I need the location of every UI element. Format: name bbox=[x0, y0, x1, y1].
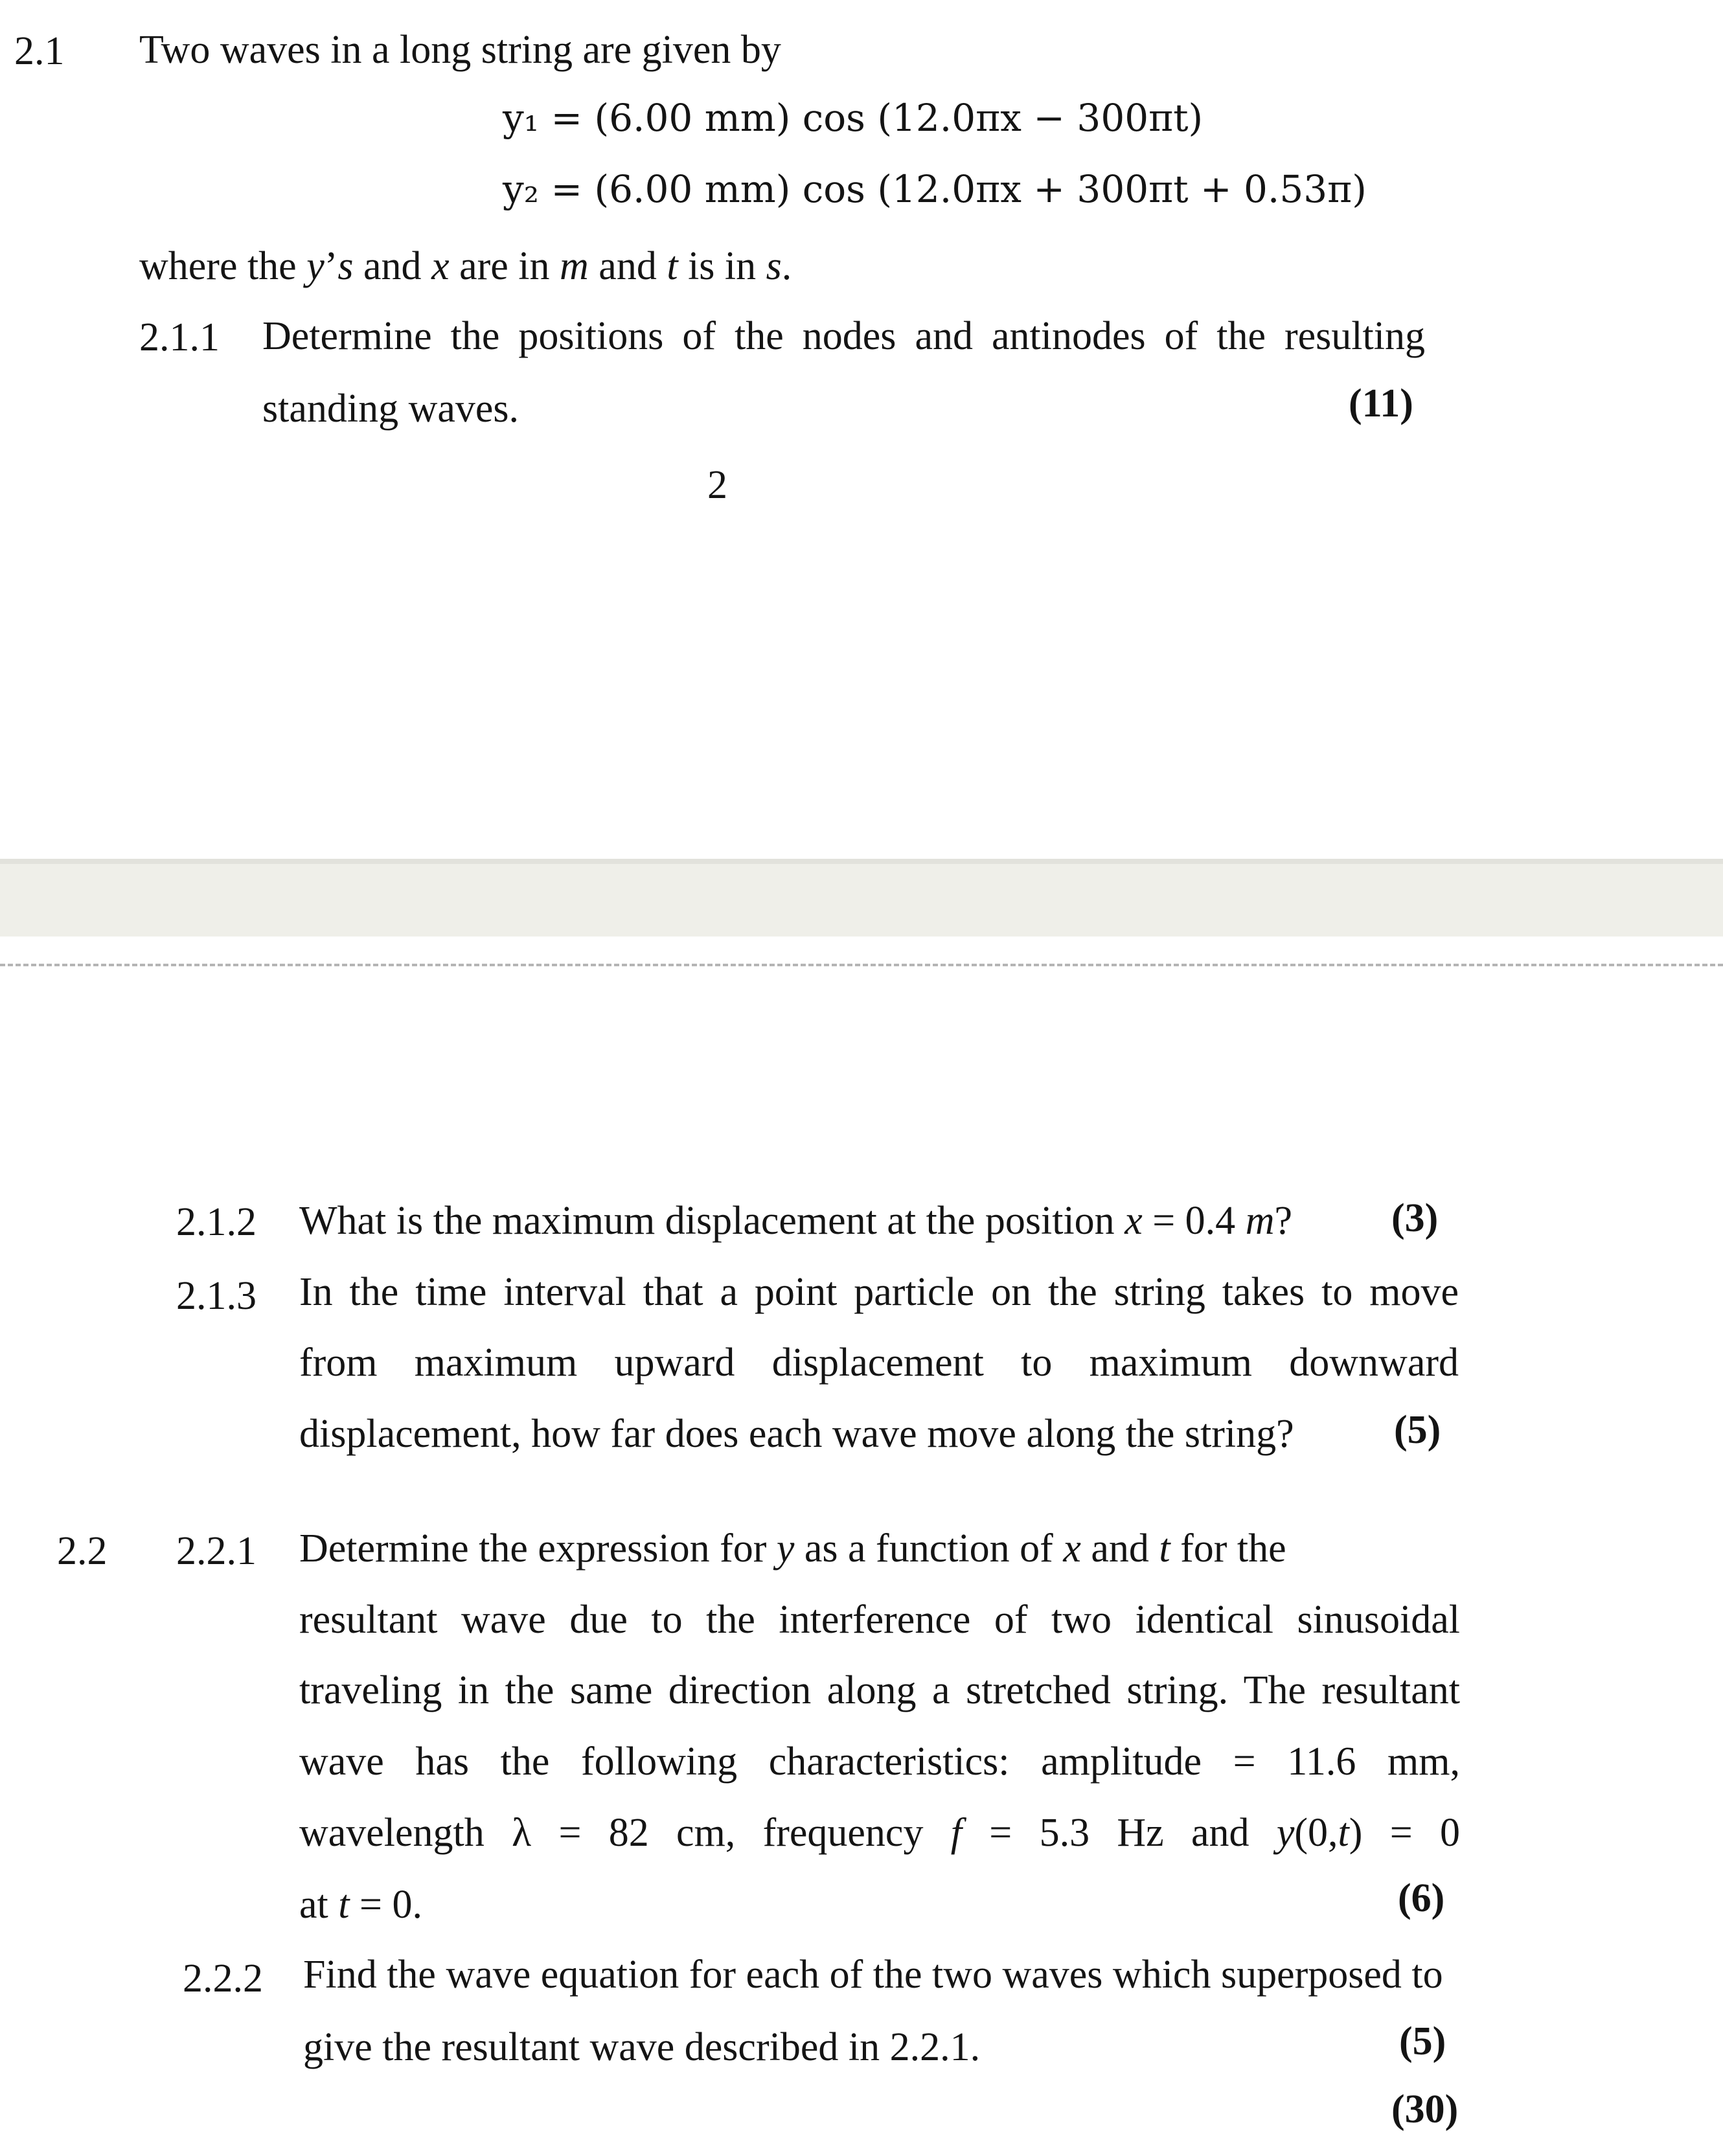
subquestion-2-1-3-line1: In the time interval that a point particle on the string takes to move bbox=[299, 1270, 1459, 1314]
subquestion-2-1-2-marks: (3) bbox=[1391, 1196, 1439, 1240]
subquestion-2-1-1-number: 2.1.1 bbox=[139, 315, 220, 359]
bottom-page bbox=[0, 936, 1723, 2156]
question-2-1-number: 2.1 bbox=[14, 29, 65, 73]
subquestion-2-1-3-number: 2.1.3 bbox=[176, 1274, 257, 1318]
subquestion-2-1-3-line3: displacement, how far does each wave move along the string? bbox=[299, 1412, 1294, 1456]
question-2-1-intro: Two waves in a long string are given by bbox=[139, 28, 781, 72]
subquestion-2-2-2-line1: Find the wave equation for each of the two waves which superposed to bbox=[303, 1953, 1443, 1997]
subquestion-2-1-3-line2: from maximum upward displacement to maximum downward bbox=[299, 1341, 1459, 1385]
equation-y2: y₂ = (6.00 mm) cos (12.0πx + 300πt + 0.53π) bbox=[503, 167, 1367, 211]
top-page bbox=[0, 0, 1723, 859]
subquestion-2-2-2-number: 2.2.2 bbox=[183, 1957, 263, 2001]
question-2-2-number: 2.2 bbox=[57, 1529, 108, 1573]
subquestion-2-1-1-marks: (11) bbox=[1349, 381, 1413, 426]
subquestion-2-1-2-number: 2.1.2 bbox=[176, 1200, 257, 1244]
subquestion-2-2-1-marks: (6) bbox=[1398, 1876, 1445, 1920]
subquestion-2-2-2-line2: give the resultant wave described in 2.2.1. bbox=[303, 2025, 981, 2069]
subquestion-2-1-1-line2: standing waves. bbox=[262, 387, 519, 431]
subquestion-2-2-1-line4: wave has the following characteristics: amplitude = 11.6 mm, bbox=[299, 1740, 1460, 1784]
subquestion-2-2-1-line2: resultant wave due to the interference of two identical sinusoidal bbox=[299, 1598, 1460, 1642]
scan-tear-line bbox=[0, 964, 1723, 966]
subquestion-2-2-2-marks: (5) bbox=[1399, 2019, 1446, 2063]
subquestion-2-2-1-line1: Determine the expression for y as a function of x and t for the bbox=[299, 1526, 1286, 1571]
units-statement: where the y’s and x are in m and t is in s. bbox=[139, 244, 792, 288]
subquestion-2-2-1-line5: wavelength λ = 82 cm, frequency f = 5.3 Hz and y(0,t) = 0 bbox=[299, 1811, 1460, 1855]
subquestion-2-1-3-marks: (5) bbox=[1394, 1408, 1441, 1452]
subquestion-2-1-2-text: What is the maximum displacement at the position x = 0.4 m? bbox=[299, 1199, 1292, 1243]
subquestion-2-2-1-line6: at t = 0. bbox=[299, 1883, 422, 1927]
subquestion-2-1-1-line1: Determine the positions of the nodes and antinodes of the resulting bbox=[262, 314, 1425, 358]
page-separator bbox=[0, 859, 1723, 936]
page-number: 2 bbox=[707, 463, 727, 507]
total-marks: (30) bbox=[1391, 2087, 1459, 2131]
subquestion-2-2-1-number: 2.2.1 bbox=[176, 1529, 257, 1573]
equation-y1: y₁ = (6.00 mm) cos (12.0πx − 300πt) bbox=[503, 96, 1204, 140]
subquestion-2-2-1-line3: traveling in the same direction along a stretched string. The resultant bbox=[299, 1668, 1460, 1712]
